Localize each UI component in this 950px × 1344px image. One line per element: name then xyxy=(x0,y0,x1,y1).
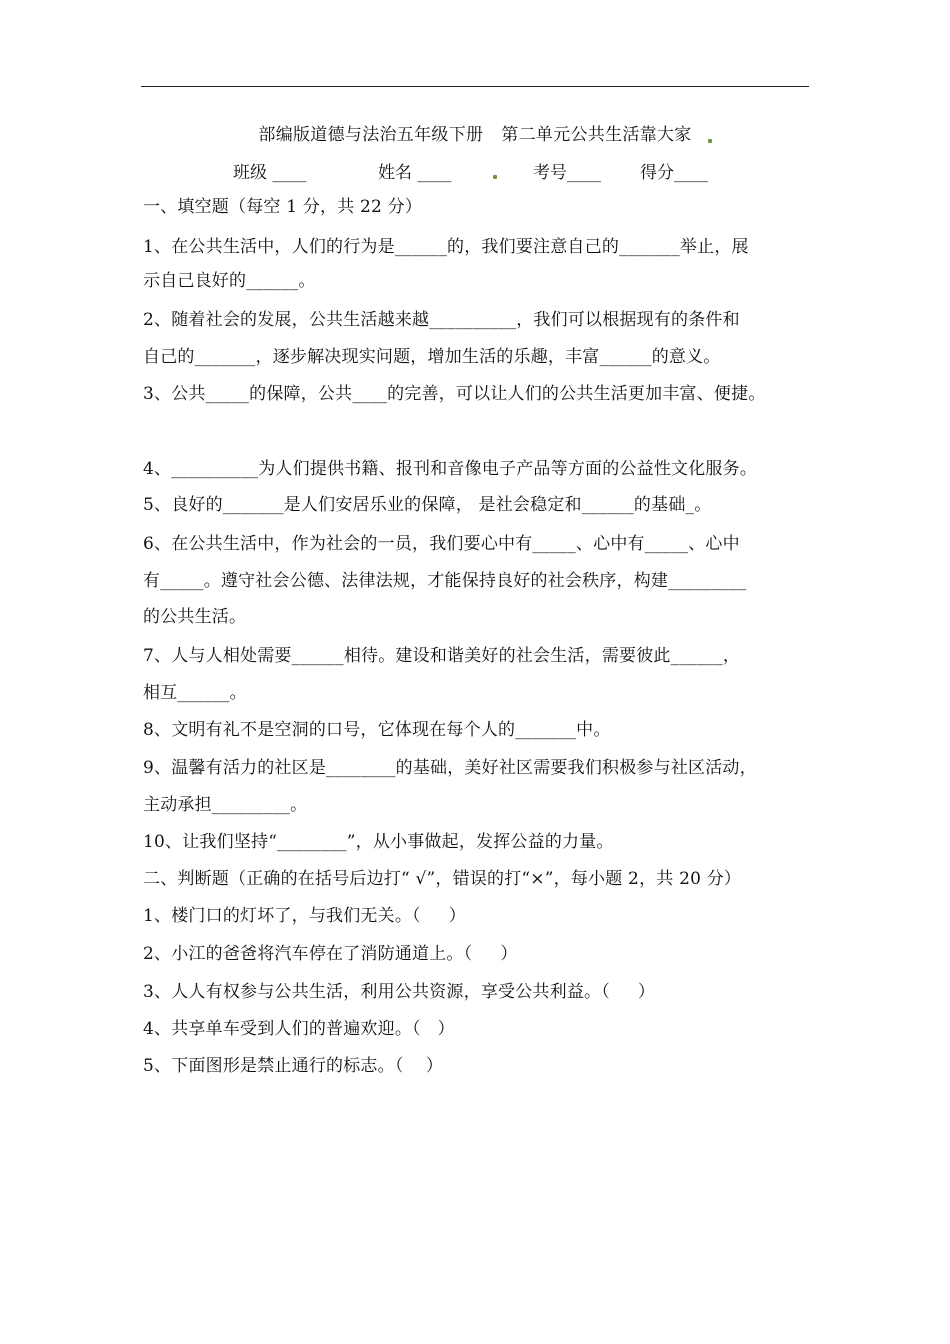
section-heading-fill-blank: 一、填空题（每空 1 分，共 22 分） xyxy=(143,197,423,217)
question-line: 相互______。 xyxy=(143,683,247,703)
question-line: 3、公共_____的保障，公共____的完善，可以让人们的公共生活更加丰富、便捷。 xyxy=(143,384,766,404)
question-line: 3、人人有权参与公共生活，利用公共资源，享受公共利益。（ ） xyxy=(143,982,656,1002)
class-field: 班级 ____ xyxy=(233,163,307,183)
question-line: 10、让我们坚持“________”，从小事做起，发挥公益的力量。 xyxy=(143,832,614,852)
question-line: 2、随着社会的发展，公共生活越来越__________，我们可以根据现有的条件和 xyxy=(143,310,740,330)
speck-mark xyxy=(493,175,497,179)
title-part2: 第二单元公共生活靠大家 xyxy=(501,125,692,145)
question-line: 4、共享单车受到人们的普遍欢迎。（ ） xyxy=(143,1019,455,1039)
top-rule xyxy=(141,86,809,87)
title-part1: 部编版道德与法治五年级下册 xyxy=(258,125,484,145)
question-line: 4、__________为人们提供书籍、报刊和音像电子产品等方面的公益性文化服务。 xyxy=(143,459,758,479)
question-line: 1、楼门口的灯坏了，与我们无关。（ ） xyxy=(143,906,466,926)
question-line: 1、在公共生活中，人们的行为是______的，我们要注意自己的_______举止，展 xyxy=(143,237,749,257)
page-title xyxy=(0,120,950,145)
question-line: 有_____。遵守社会公德、法律法规，才能保持良好的社会秩序，构建_________ xyxy=(143,571,747,591)
section-heading-true-false: 二、判断题（正确的在括号后边打“ √”，错误的打“×”，每小题 2，共 20 分） xyxy=(143,869,742,889)
score-field: 得分____ xyxy=(640,163,708,183)
question-line: 8、文明有礼不是空洞的口号，它体现在每个人的_______中。 xyxy=(143,720,611,740)
question-line: 的公共生活。 xyxy=(143,607,247,627)
question-line: 5、下面图形是禁止通行的标志。（ ） xyxy=(143,1056,444,1076)
question-line: 9、温馨有活力的社区是________的基础，美好社区需要我们积极参与社区活动， xyxy=(143,758,757,778)
question-line: 5、良好的_______是人们安居乐业的保障， 是社会稳定和______的基础_。 xyxy=(143,495,712,515)
question-line: 6、在公共生活中，作为社会的一员，我们要心中有_____、心中有_____、心中 xyxy=(143,534,740,554)
question-line: 7、人与人相处需要______相待。建设和谐美好的社会生活，需要彼此______， xyxy=(143,646,741,666)
exam-number-field: 考号____ xyxy=(533,163,601,183)
speck-mark xyxy=(708,139,712,143)
name-field: 姓名 ____ xyxy=(378,163,452,183)
question-line: 2、小江的爸爸将汽车停在了消防通道上。（ ） xyxy=(143,944,518,964)
question-line: 示自己良好的______。 xyxy=(143,271,316,291)
question-line: 主动承担_________。 xyxy=(143,795,308,815)
question-line: 自己的_______，逐步解决现实问题，增加生活的乐趣，丰富______的意义。 xyxy=(143,347,721,367)
